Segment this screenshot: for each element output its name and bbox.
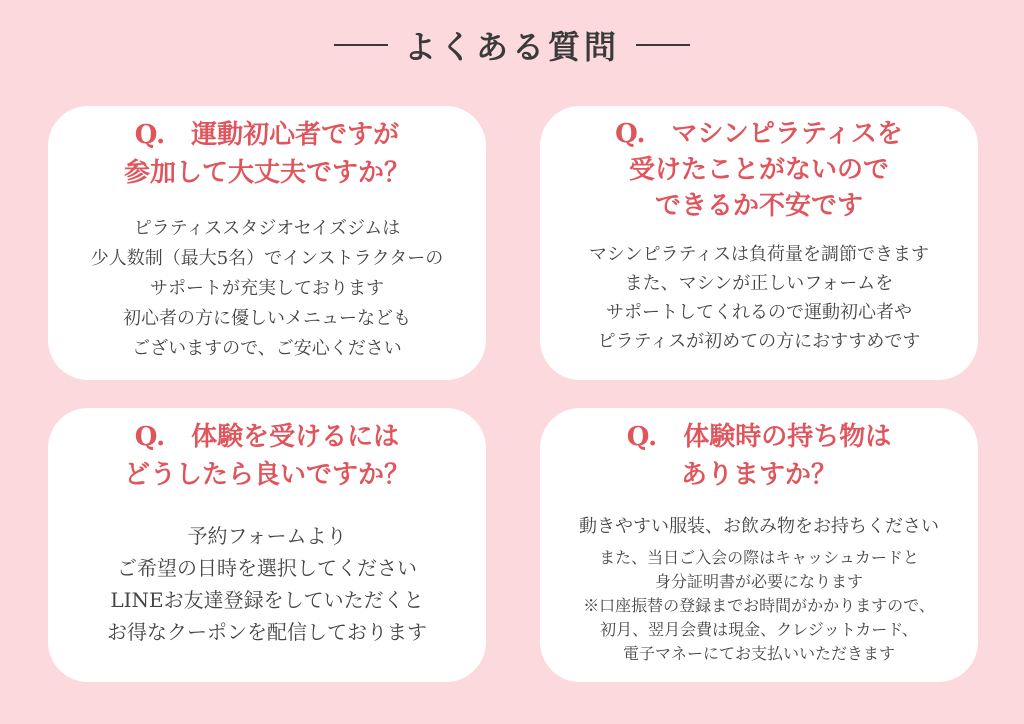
- faq-answer-line: 初心者の方に優しいメニューなども: [123, 308, 411, 329]
- faq-answer: [579, 512, 939, 666]
- faq-card-2: [540, 106, 978, 380]
- faq-answer-line: 初月、翌月会費は現金、クレジットカード、: [600, 620, 918, 639]
- faq-answer-line: また、当日ご入会の際はキャッシュカードと: [599, 548, 919, 567]
- page-title: よくある質問: [403, 28, 620, 66]
- faq-answer: [91, 214, 444, 364]
- faq-card-1: [48, 106, 486, 380]
- title-left-rule: [334, 44, 388, 46]
- faq-card-3: [48, 408, 486, 682]
- faq-answer-line: ご希望の日時を選択してください: [117, 556, 417, 580]
- faq-question-line: どうしたら良いですか？: [123, 460, 410, 490]
- faq-answer-line: 少人数制（最大5名）でインストラクターの: [90, 248, 444, 269]
- faq-answer-line: ピラティスが初めての方におすすめです: [597, 331, 921, 352]
- faq-answer-line: マシンピラティスは負荷量を調節できます: [588, 244, 930, 265]
- faq-answer-line: ※口座振替の登録までお時間がかかりますので、: [583, 596, 935, 615]
- faq-question-line: できるか不安です: [654, 191, 863, 221]
- faq-question-line: 受けたことがないので: [628, 155, 889, 185]
- faq-answer: [589, 240, 929, 356]
- faq-answer-line: また、マシンが正しいフォームを: [624, 273, 894, 294]
- faq-answer-line: サポートが充実しております: [150, 278, 384, 299]
- faq-answer-line: 予約フォームより: [187, 524, 347, 548]
- faq-answer-line: サポートしてくれるので運動初心者や: [605, 302, 912, 323]
- faq-question: [627, 418, 891, 494]
- faq-question-line: Q. 運動初心者ですが: [134, 120, 400, 150]
- faq-question: [615, 116, 903, 224]
- faq-question-line: Q. 体験を受けるには: [134, 422, 400, 452]
- faq-answer-line: お得なクーポンを配信しております: [107, 620, 427, 644]
- faq-question-line: 参加して大丈夫ですか？: [123, 158, 410, 188]
- title-right-rule: [636, 44, 690, 46]
- faq-answer: [107, 520, 427, 648]
- faq-question-line: Q. マシンピラティスを: [615, 119, 903, 149]
- faq-answer-line: LINEお友達登録をしていただくと: [110, 588, 424, 612]
- faq-question: [124, 418, 410, 494]
- faq-question-line: Q. 体験時の持ち物は: [626, 422, 892, 452]
- faq-question: [124, 116, 410, 192]
- faq-answer-line: ピラティススタジオセイズジムは: [133, 218, 401, 239]
- faq-question-line: ありますか？: [680, 460, 837, 490]
- faq-answer-line: 電子マネーにてお支払いいただきます: [622, 644, 895, 663]
- faq-answer-line: ございますので、ご安心ください: [132, 338, 402, 359]
- faq-answer-line: 身分証明書が必要になります: [654, 572, 863, 591]
- faq-answer-lead: 動きやすい服装、お飲み物をお持ちください: [579, 516, 939, 537]
- page-title-row: [0, 22, 1024, 68]
- faq-card-4: [540, 408, 978, 682]
